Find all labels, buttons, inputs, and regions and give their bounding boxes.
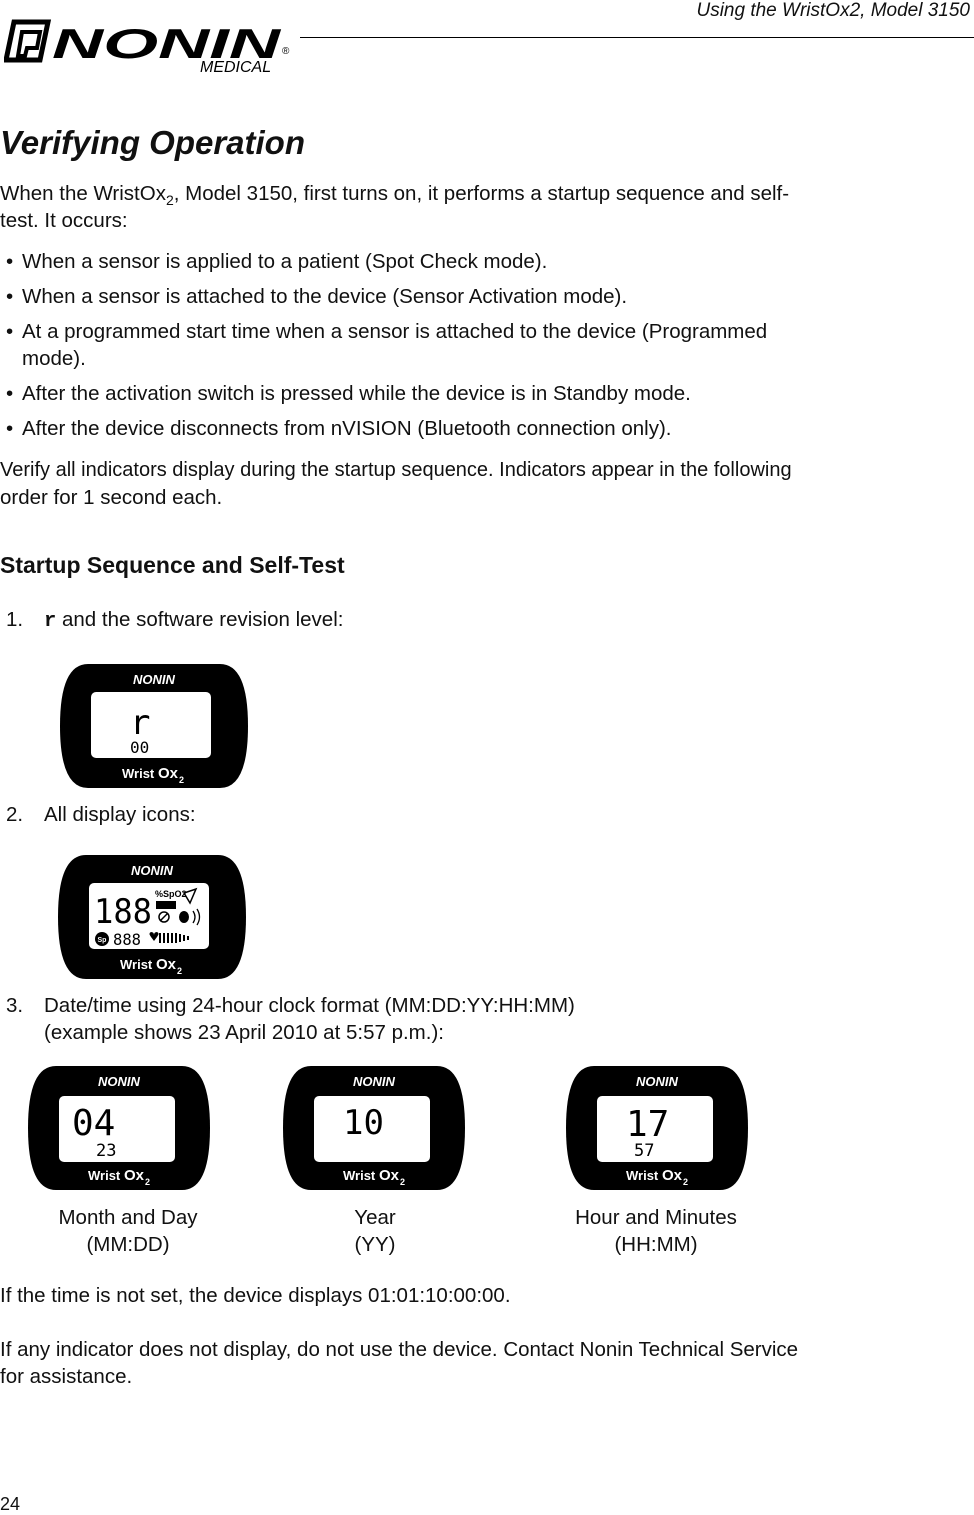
intro-line-2: test. It occurs: xyxy=(0,209,128,232)
lcd-big-digits: 17 xyxy=(626,1104,670,1145)
lcd-small-digits: 57 xyxy=(634,1141,655,1161)
caption-month-day: Month and Day (MM:DD) xyxy=(58,1206,198,1256)
lcd-big-digit: r xyxy=(130,703,151,743)
lcd-big-digits: 10 xyxy=(343,1103,384,1143)
header-rule xyxy=(300,37,974,38)
sp-label: Sp xyxy=(97,937,107,944)
lcd-small-digits: 00 xyxy=(130,738,150,757)
device-wrist-label: Wrist xyxy=(88,1168,121,1183)
device-ox-label: Ox xyxy=(662,1167,683,1184)
logo-sub: MEDICAL xyxy=(200,59,272,74)
device-ox-sub: 2 xyxy=(683,1177,689,1187)
device-ox-sub: 2 xyxy=(145,1177,151,1187)
device-wrist-label: Wrist xyxy=(122,766,155,781)
section-title: Verifying Operation xyxy=(0,124,305,161)
device-ox-label: Ox xyxy=(156,956,177,973)
lcd-small-digits: 23 xyxy=(96,1141,117,1161)
lcd-small-digits: 888 xyxy=(113,930,141,949)
subsection-title: Startup Sequence and Self-Test xyxy=(0,552,345,578)
note-contact-line-1: If any indicator does not display, do not use the device. Contact Nonin Technical Service xyxy=(0,1338,799,1361)
caption-year: Year (YY) xyxy=(354,1206,396,1256)
header-doc-title: Using the WristOx2, Model 3150 xyxy=(696,0,970,21)
caption-hour-minutes: Hour and Minutes (HH:MM) xyxy=(575,1206,737,1256)
device-ox-sub: 2 xyxy=(177,966,183,976)
logo-word: NONIN xyxy=(52,20,283,67)
device-wrist-label: Wrist xyxy=(343,1168,376,1183)
logo-emblem-icon xyxy=(6,22,48,60)
device-wrist-label: Wrist xyxy=(120,957,153,972)
lcd-big-digits: 04 xyxy=(72,1103,116,1144)
verify-line-2: order for 1 second each. xyxy=(0,486,223,509)
intro-line-1: When the WristOx$_2$, Model 3150, first turns on, it performs a startup sequence and self- xyxy=(0,182,790,209)
lcd-spo2-label: %SpO2 xyxy=(155,889,187,899)
device-logo: NONIN xyxy=(353,1074,395,1089)
device-logo: NONIN xyxy=(98,1074,140,1089)
bluetooth-icon xyxy=(179,911,189,923)
device-year-display xyxy=(281,1064,467,1192)
lcd-big-digits: 188 xyxy=(94,892,152,932)
device-logo: NONIN xyxy=(636,1074,678,1089)
device-logo: NONIN xyxy=(133,672,175,687)
verify-line-1: Verify all indicators display during the startup sequence. Indicators appear in the following xyxy=(0,459,792,481)
device-month-day-display xyxy=(26,1064,212,1192)
device-revision-display xyxy=(58,662,250,790)
note-contact-line-2: for assistance. xyxy=(0,1365,133,1388)
battery-icon xyxy=(156,901,176,909)
device-ox-label: Ox xyxy=(158,765,179,782)
device-ox-label: Ox xyxy=(379,1167,400,1184)
lcd-screen xyxy=(91,692,211,758)
page-number: 24 xyxy=(0,1494,21,1514)
device-hour-minute-display xyxy=(564,1064,750,1192)
device-ox-label: Ox xyxy=(124,1167,145,1184)
logo-reg: ® xyxy=(282,46,290,57)
device-logo: NONIN xyxy=(131,863,173,878)
device-wrist-label: Wrist xyxy=(626,1168,659,1183)
device-ox-sub: 2 xyxy=(400,1177,406,1187)
note-time-not-set: If the time is not set, the device displays 01:01:10:00:00. xyxy=(0,1284,511,1307)
device-ox-sub: 2 xyxy=(179,775,185,785)
device-all-icons-display xyxy=(56,853,248,981)
nonin-medical-logo xyxy=(4,8,296,74)
